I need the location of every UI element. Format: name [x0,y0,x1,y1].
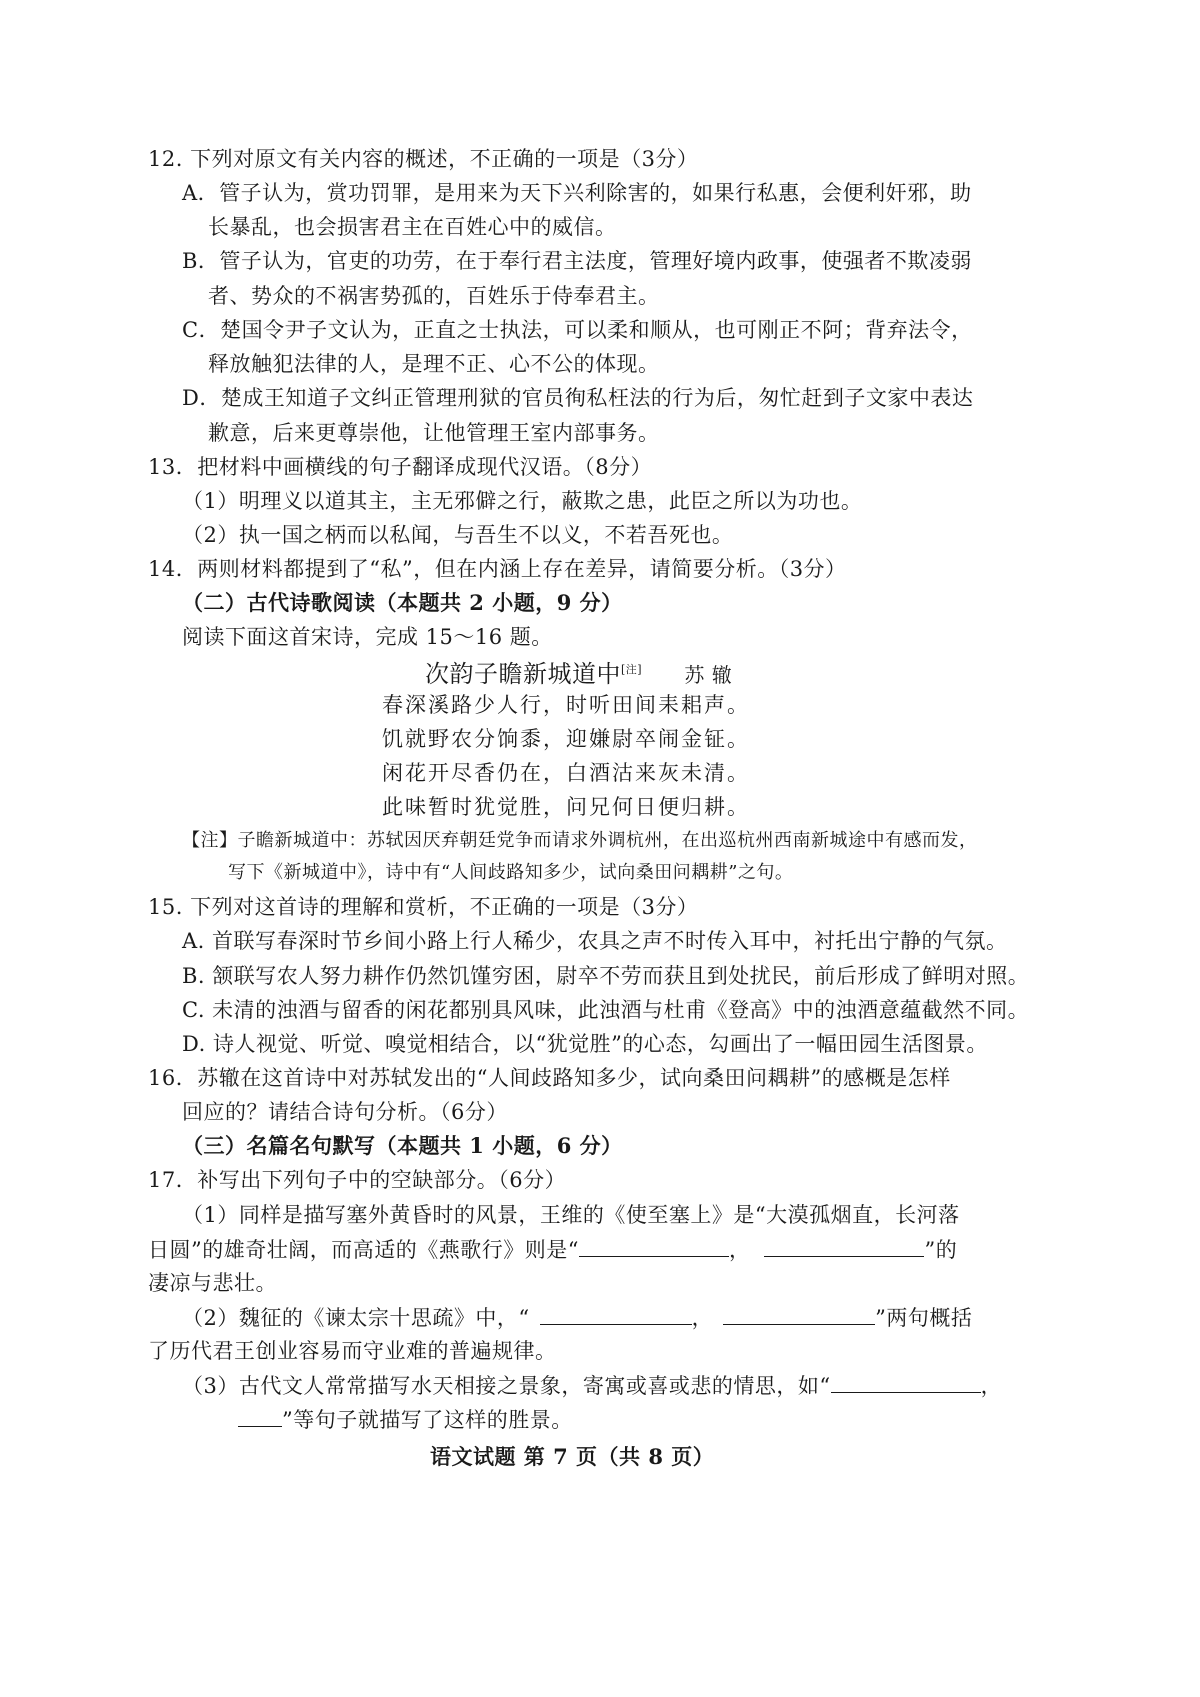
poem-line-1: 春深溪路少人行，时听田间耒耜声。 [382,693,750,717]
answer-blank[interactable] [238,1404,282,1427]
q17-stem: 17．补写出下列句子中的空缺部分。（6分） [148,1168,567,1192]
q15-option-c: C. 未清的浊酒与留香的闲花都别具风味，此浊酒与杜甫《登高》中的浊酒意蕴截然不同。 [182,998,1030,1022]
section2-intro: 阅读下面这首宋诗，完成 15～16 题。 [182,625,553,649]
answer-blank[interactable] [764,1234,924,1257]
poem-line-4: 此味暂时犹觉胜，问兄何日便归耕。 [382,795,750,819]
q17-part3-line1: （3）古代文人常常描写水天相接之景象，寄寓或喜或悲的情思，如“ ， [182,1370,1002,1401]
q15-stem: 15. 下列对这首诗的理解和赏析，不正确的一项是（3分） [148,895,699,919]
q17-part3-line2: ”等句子就描写了这样的胜景。 [238,1404,573,1435]
q17-part2-line2: 了历代君王创业容易而守业难的普遍规律。 [148,1339,557,1363]
page-footer: 语文试题 第 7 页（共 8 页） [430,1444,715,1469]
q16-stem-cont: 回应的？请结合诗句分析。（6分） [182,1100,508,1124]
poem-line-2: 饥就野农分饷黍，迎嫌尉卒闹金钲。 [382,727,750,751]
q12-option-c-cont: 释放触犯法律的人，是理不正、心不公的体现。 [208,352,660,376]
q17-part1-line2: 日圆”的雄奇壮阔，而高适的《燕歌行》则是“ ， ”的 [148,1234,957,1265]
answer-blank[interactable] [831,1370,981,1393]
section3-heading: （三）名篇名句默写（本题共 1 小题，6 分） [182,1133,623,1158]
q12-option-d-cont: 歉意，后来更尊崇他，让他管理王室内部事务。 [208,421,660,445]
poem-note-1: 【注】子瞻新城道中：苏轼因厌弃朝廷党争而请求外调杭州，在出巡杭州西南新城途中有感而发， [182,830,978,851]
answer-blank[interactable] [723,1302,875,1325]
q12-option-d: D．楚成王知道子文纠正管理刑狱的官员徇私枉法的行为后，匆忙赶到子文家中表达 [182,386,974,410]
q15-option-b: B. 颔联写农人努力耕作仍然饥馑穷困，尉卒不劳而获且到处扰民，前后形成了鲜明对照。 [182,964,1030,988]
q12-option-a-cont: 长暴乱，也会损害君主在百姓心中的威信。 [208,215,617,239]
q16-stem: 16．苏辙在这首诗中对苏轼发出的“人间歧路知多少，试向桑田问耦耕”的感概是怎样 [148,1066,951,1090]
q15-option-a: A. 首联写春深时节乡间小路上行人稀少，农具之声不时传入耳中，衬托出宁静的气氛。 [182,929,1008,953]
q12-option-b: B．管子认为，官吏的功劳，在于奉行君主法度，管理好境内政事，使强者不欺凌弱 [182,249,972,273]
q12-option-c: C．楚国令尹子文认为，正直之士执法，可以柔和顺从，也可刚正不阿；背弃法令， [182,318,973,342]
q17-part1-line3: 凄凉与悲壮。 [148,1271,277,1295]
q15-option-d: D. 诗人视觉、听觉、嗅觉相结合，以“犹觉胜”的心态，勾画出了一幅田园生活图景。 [182,1032,988,1056]
section2-heading: （二）古代诗歌阅读（本题共 2 小题，9 分） [182,590,623,615]
poem-author: 苏 辙 [684,663,733,687]
answer-blank[interactable] [579,1234,729,1257]
q17-part2-line1: （2）魏征的《谏太宗十思疏》中，“ ， ”两句概括 [182,1302,972,1333]
poem-line-3: 闲花开尽香仍在，白酒沽来灰未清。 [382,761,750,785]
q13-sub-1: （1）明理义以道其主，主无邪僻之行，蔽欺之患，此臣之所以为功也。 [182,489,863,513]
poem-note-mark: [注] [621,663,643,676]
q12-stem: 12. 下列对原文有关内容的概述，不正确的一项是（3分） [148,147,699,171]
q13-sub-2: （2）执一国之柄而以私闻，与吾生不以义，不若吾死也。 [182,523,734,547]
q14-stem: 14．两则材料都提到了“私”，但在内涵上存在差异，请简要分析。（3分） [148,557,847,581]
q12-option-b-cont: 者、势众的不祸害势孤的，百姓乐于侍奉君主。 [208,284,660,308]
poem-note-2: 写下《新城道中》，诗中有“人间歧路知多少，试向桑田问耦耕”之句。 [228,862,794,883]
q17-part1-line1: （1）同样是描写塞外黄昏时的风景，王维的《使至塞上》是“大漠孤烟直，长河落 [182,1203,960,1227]
q12-option-a: A．管子认为，赏功罚罪，是用来为天下兴利除害的，如果行私惠，会便利奸邪，助 [182,181,972,205]
poem-title-line [425,655,732,690]
poem-title: 次韵子瞻新城道中 [425,660,621,688]
answer-blank[interactable] [540,1302,692,1325]
q13-stem: 13．把材料中画横线的句子翻译成现代汉语。（8分） [148,455,653,479]
